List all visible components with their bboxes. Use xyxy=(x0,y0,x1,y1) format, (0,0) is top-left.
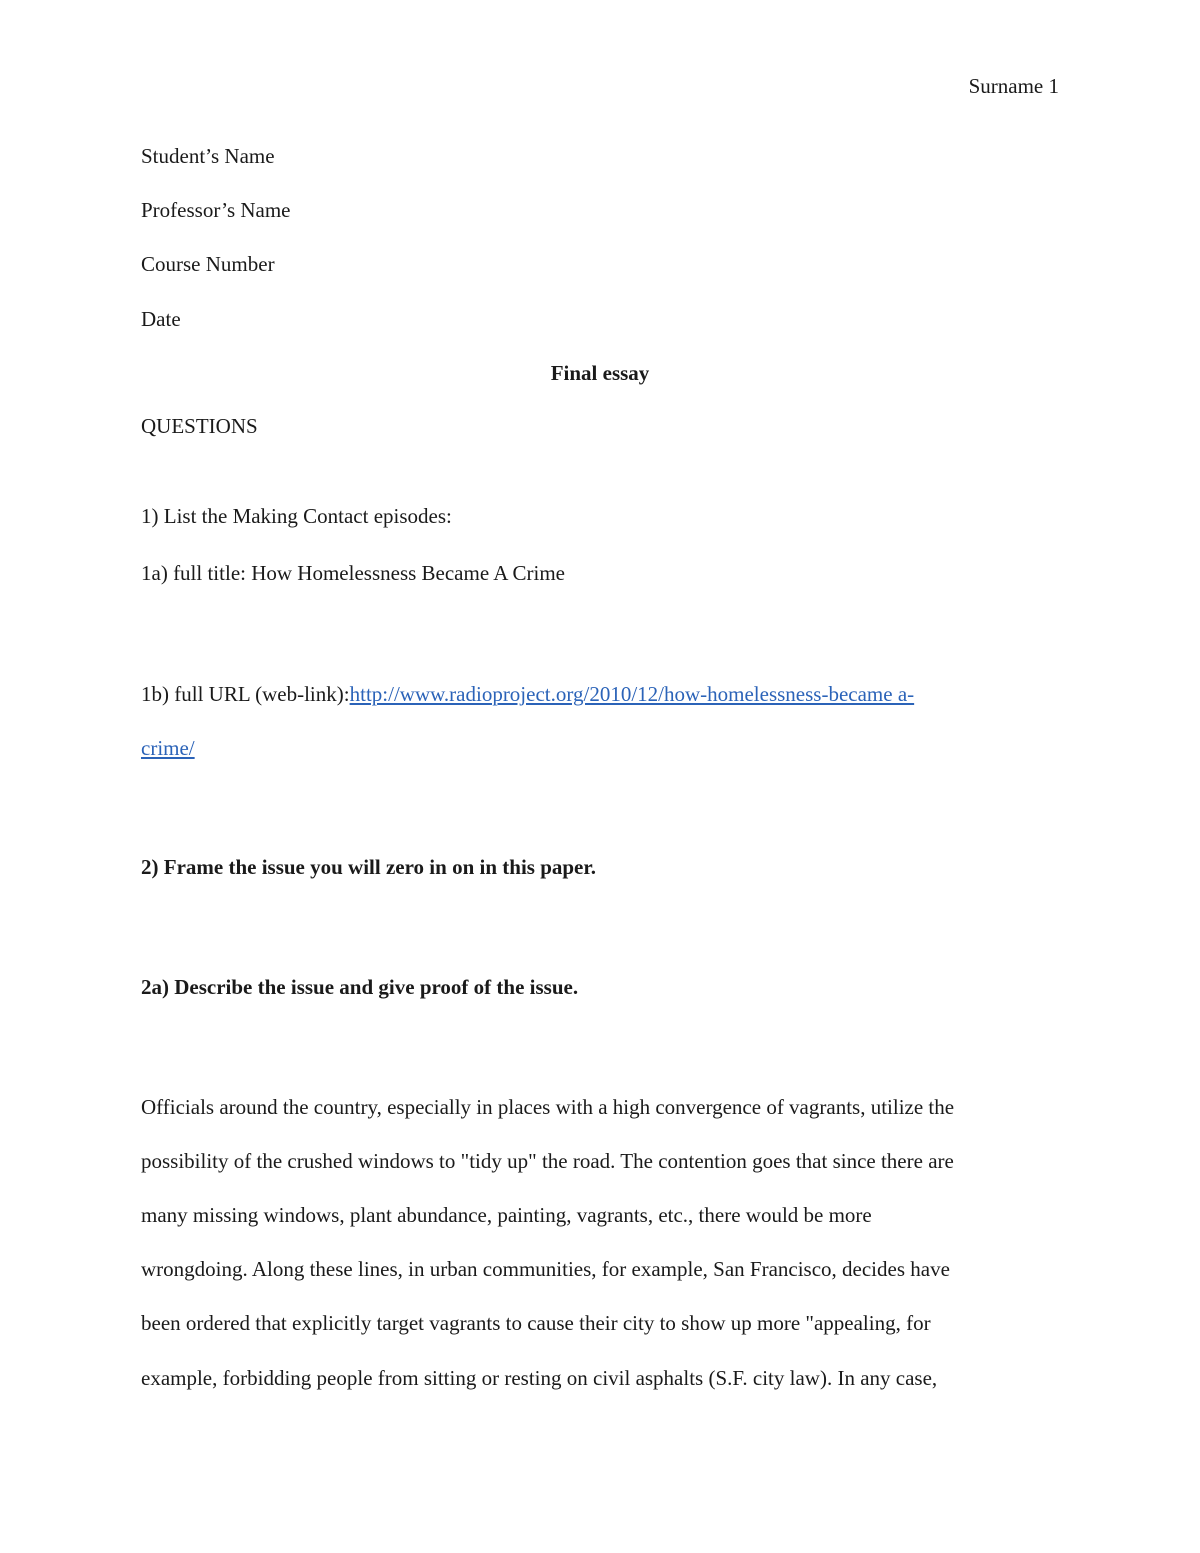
questions-label: QUESTIONS xyxy=(141,414,258,438)
question-2a-heading: 2a) Describe the issue and give proof of the issue. xyxy=(141,975,579,999)
body-line-6: example, forbidding people from sitting or resting on civil asphalts (S.F. city law). In any case, xyxy=(141,1366,938,1390)
body-line-2: possibility of the crushed windows to "tidy up" the road. The contention goes that since there are xyxy=(141,1149,954,1173)
question-1b-url-continuation xyxy=(141,734,195,762)
student-name: Student’s Name xyxy=(141,144,275,168)
question-1a-title: 1a) full title: How Homelessness Became A Crime xyxy=(141,561,565,585)
running-head: Surname 1 xyxy=(968,74,1059,98)
essay-title: Final essay xyxy=(550,361,650,385)
body-line-3: many missing windows, plant abundance, painting, vagrants, etc., there would be more xyxy=(141,1203,872,1227)
course-number: Course Number xyxy=(141,252,275,276)
episode-url-link[interactable]: http://www.radioproject.org/2010/12/how-homelessness-became a- xyxy=(349,682,915,706)
body-line-1: Officials around the country, especially in places with a high convergence of vagrants, utilize the xyxy=(141,1095,955,1119)
question-1b-url-line xyxy=(141,680,914,708)
url-label: 1b) full URL (web-link): xyxy=(141,682,350,706)
episode-url-link-continuation[interactable]: crime/ xyxy=(141,736,195,760)
date: Date xyxy=(141,307,181,331)
question-1-prompt: 1) List the Making Contact episodes: xyxy=(141,504,452,528)
question-2-heading: 2) Frame the issue you will zero in on in this paper. xyxy=(141,855,597,879)
body-line-5: been ordered that explicitly target vagrants to cause their city to show up more "appealing, for xyxy=(141,1311,931,1335)
professor-name: Professor’s Name xyxy=(141,198,291,222)
body-line-4: wrongdoing. Along these lines, in urban communities, for example, San Francisco, decides have xyxy=(141,1257,950,1281)
